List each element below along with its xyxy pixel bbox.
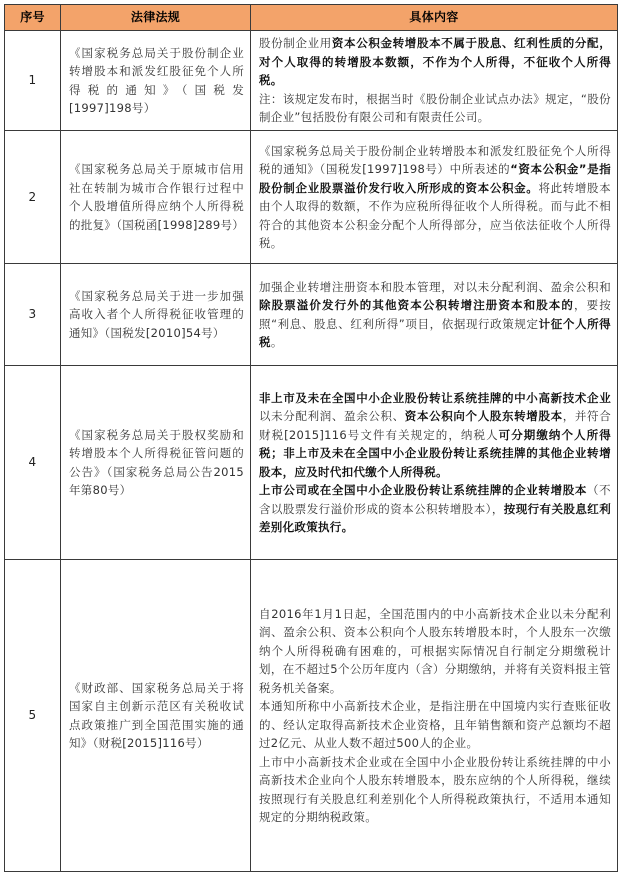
header-specific-content: 具体内容 <box>251 5 618 31</box>
header-row <box>5 5 618 31</box>
row-number: 2 <box>5 131 61 264</box>
content-text: 注：该规定发布时，根据当时《股份制企业试点办法》规定，“股份制企业”包括股份有限公司和有限责任公司。 <box>259 91 611 125</box>
content-emphasis: 上市公司或在全国中小企业股份转让系统挂牌的企业转增股本 <box>259 483 588 497</box>
content-emphasis: 除股票溢价发行外的其他资本公积转增注册资本和股本的 <box>259 298 574 312</box>
row-number: 4 <box>5 366 61 560</box>
content-emphasis: 按现行有关股息红利差别化政策执行。 <box>259 501 611 534</box>
law-title: 《国家税务总局关于进一步加强高收入者个人所得税征收管理的通知》（国税发[2010]54号） <box>61 264 251 366</box>
law-title: 《国家税务总局关于股份制企业转增股本和派发红股征免个人所得税的通知》（国税发[1997]198号） <box>61 31 251 131</box>
content-text: 本通知所称中小高新技术企业，是指注册在中国境内实行查账征收的、经认定取得高新技术企业资格，且年销售额和资产总额均不超过2亿元、从业人数不超过500人的企业。 <box>259 699 611 750</box>
law-title: 《国家税务总局关于股权奖励和转增股本个人所得税征管问题的公告》（国家税务总局公告2015年第80号） <box>61 366 251 560</box>
law-content <box>251 31 618 131</box>
content-text: 自2016年1月1日起，全国范围内的中小高新技术企业以未分配利润、盈余公积、资本公积向个人股东转增股本时，个人股东一次缴纳个人所得税确有困难的，可根据实际情况自行制定分期缴税计划，在不超过5个公历年度内（含）分期缴纳，并将有关资料报主管税务机关备案。 <box>259 606 611 695</box>
table-row <box>5 264 618 366</box>
content-text: ，并符合财税[2015]116号文件有关规定的，纳税人 <box>259 409 611 442</box>
header-laws-regulations: 法律法规 <box>61 5 251 31</box>
content-text: 以未分配利润、盈余公积、 <box>259 409 405 423</box>
table-row <box>5 366 618 560</box>
tax-regulation-table <box>4 4 618 872</box>
content-emphasis: 计征个人所得税 <box>259 316 611 349</box>
row-number: 5 <box>5 560 61 872</box>
content-emphasis: 非上市及未在全国中小企业股份转让系统挂牌的中小高新技术企业 <box>259 390 611 405</box>
table-row <box>5 131 618 264</box>
content-text: 加强企业转增注册资本和股本管理，对以未分配利润、盈余公积和 <box>259 279 611 294</box>
content-text: 股份制企业用 <box>259 36 332 51</box>
content-emphasis: “资本公积金”是指股份制企业股票溢价发行收入所形成的资本公积金。 <box>259 162 611 195</box>
content-text: 《国家税务总局关于股份制企业转增股本和派发红股征免个人所得税的通知》（国税发[1997]198号）中所表述的 <box>259 143 611 176</box>
law-title: 《财政部、国家税务总局关于将国家自主创新示范区有关税收试点政策推广到全国范围实施的通知》（财税[2015]116号） <box>61 560 251 872</box>
table-header <box>5 5 618 31</box>
table-row <box>5 560 618 872</box>
content-text: （不含以股票发行溢价形成的资本公积转增股本）， <box>259 483 611 516</box>
content-text: ，要按照“利息、股息、红利所得”项目，依据现行政策规定 <box>259 298 611 331</box>
law-content <box>251 560 618 872</box>
header-serial-number: 序号 <box>5 5 61 31</box>
content-emphasis: 可分期缴纳个人所得税；非上市及未在全国中小企业股份转让系统挂牌的其他企业转增股本，应及时代扣代缴个人所得税。 <box>259 427 611 479</box>
content-emphasis: 资本公积向个人股东转增股本 <box>404 409 563 423</box>
law-title: 《国家税务总局关于原城市信用社在转制为城市合作银行过程中个人股增值所得应纳个人所得税的批复》（国税函[1998]289号） <box>61 131 251 264</box>
table-row <box>5 31 618 131</box>
content-text: 上市中小高新技术企业或在全国中小企业股份转让系统挂牌的中小高新技术企业向个人股东转增股本，股东应纳的个人所得税，继续按照现行有关股息红利差别化个人所得税政策执行，不适用本通知规定的分期纳税政策。 <box>259 754 611 824</box>
row-number: 3 <box>5 264 61 366</box>
law-content <box>251 264 618 366</box>
content-emphasis: 资本公积金转增股本不属于股息、红利性质的分配，对个人取得的转增股本数额，不作为个人所得，不征收个人所得税。 <box>259 36 611 88</box>
content-text: 将此转增股本由个人取得的数额，不作为应税所得征收个人所得税。而与此不相符合的其他资本公积金分配个人所得部分，应当依法征收个人所得税。 <box>259 180 611 250</box>
law-content <box>251 131 618 264</box>
content-text: 。 <box>270 335 283 349</box>
law-content <box>251 366 618 560</box>
row-number: 1 <box>5 31 61 131</box>
